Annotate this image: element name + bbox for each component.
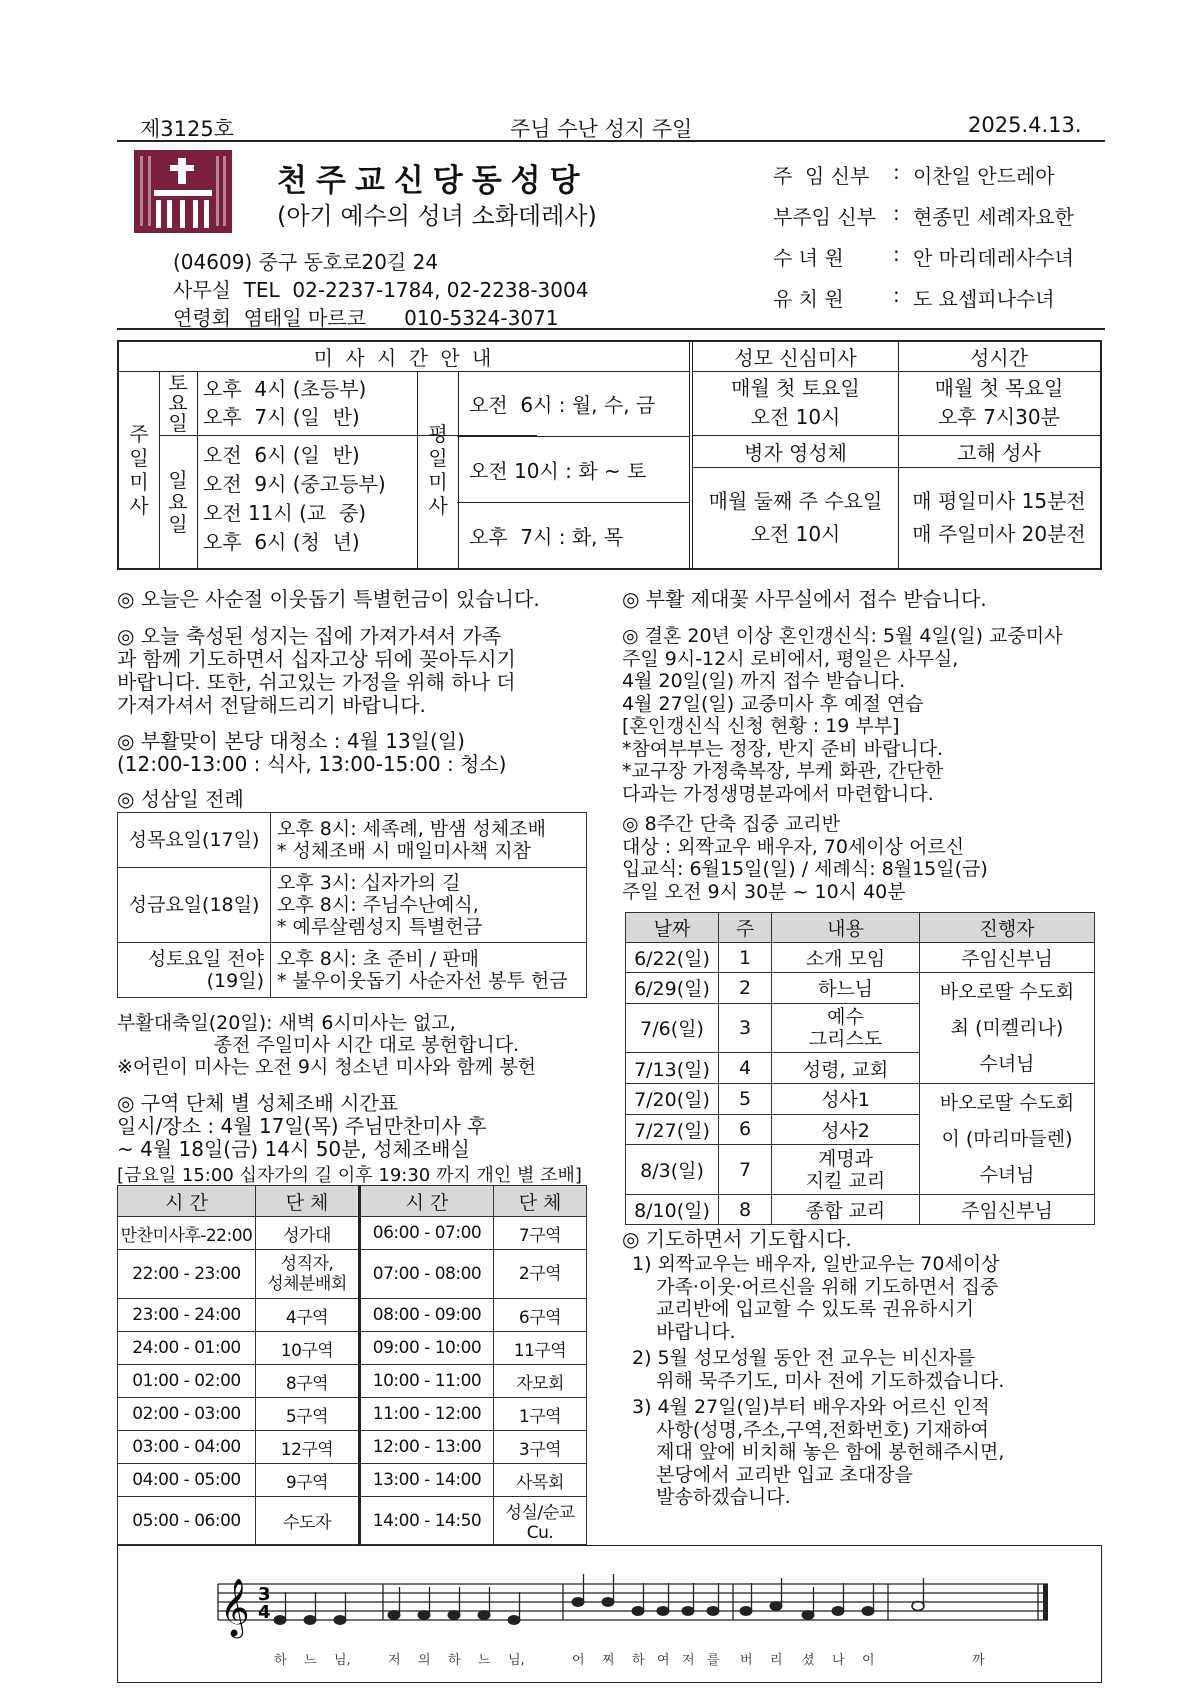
staff-name: 도 요셉피나수녀 [913,287,1055,311]
triduum-detail: 오후 8시: 초 준비 / 판매 * 불우이웃돕기 사순자선 봉투 헌금 [271,943,587,998]
header-bottom-rule [117,328,1105,330]
class-week: 5 [719,1084,772,1115]
table-row [118,1217,587,1250]
staff-name: 이찬일 안드레아 [913,164,1055,188]
class-date: 7/13(일) [626,1053,719,1084]
class-date: 7/6(일) [626,1003,719,1053]
lyric-syllable: 나 [832,1653,845,1668]
staff-sep: : [893,201,900,225]
slot-time: 04:00 - 05:00 [118,1464,256,1497]
notice-palms: ◎ 오늘 축성된 성지는 집에 가져가셔서 가족 과 함께 기도하면서 십자고상 뒤에 꽂아두시기 바랍니다. 또한, 쉬고있는 가정을 위해 하나 더 가져가셔서 전달해드리기 바랍니다. [117,624,516,717]
staff-row [773,283,1074,324]
lyric-syllable: 하 [632,1653,645,1668]
prayer-item: 1) 외짝교우는 배우자, 일반교우는 70세이상 가족·이웃·어르신을 위해 기도하면서 집중 교리반에 입교할 수 있도록 권유하시기 바랍니다. [632,1253,1000,1343]
note-head [572,1598,584,1607]
staff-list [773,160,1074,324]
saturday-label: 토 요 일 [159,371,198,436]
notes [274,1574,924,1625]
slot-time: 23:00 - 24:00 [118,1299,256,1332]
staff-row [773,201,1074,242]
column-header: 내용 [772,913,920,943]
slot-time: 03:00 - 04:00 [118,1431,256,1464]
class-content: 성령, 교회 [772,1053,920,1084]
lyric-syllable: 버 [740,1653,753,1668]
lyric-syllable: 의 [418,1653,431,1668]
lyric-syllable: 저 [682,1653,695,1668]
notice-adoration-note: [금요일 15:00 십자가의 길 이후 19:30 까지 개인 별 조배] [117,1165,582,1186]
staff-role: 수 녀 원 [773,246,844,270]
class-content: 성사2 [772,1114,920,1145]
church-logo-icon [134,150,232,233]
lyric-syllable: 이 [862,1653,875,1668]
lyrics [274,1652,985,1668]
column-header: 날짜 [626,913,719,943]
triduum-detail: 오후 3시: 십자가의 길 오후 8시: 주님수난예식, * 예루살렘성지 특별헌금 [271,868,587,943]
sunday-label: 일 요 일 [159,435,198,568]
issue-number: 제3125호 [140,117,235,141]
note-head [657,1607,669,1616]
table-row [118,1299,587,1332]
adoration-schedule-body [118,1217,587,1545]
column-header: 시 간 [360,1186,494,1217]
slot-time: 14:00 - 14:50 [360,1497,494,1545]
mass-time: 오후 4시 (초등부) [203,377,367,401]
class-week: 8 [719,1195,772,1225]
mass-time: 오전 6시 : 월, 수, 금 [457,371,689,437]
lyric-syllable: 하 [274,1653,287,1668]
lyric-syllable: 여 [657,1653,670,1668]
prayer-item: 2) 5월 성모성월 동안 전 교우는 비신자를 위해 묵주기도, 미사 전에 기도하겠습니다. [632,1347,1005,1392]
slot-group: 5구역 [256,1398,360,1431]
notice-catechism-class: ◎ 8주간 단축 집중 교리반 대상 : 외짝교우 배우자, 70세이상 어르신 입교식: 6월15일(일) / 세례식: 8월15일(금) 주일 오전 9시 30분 ~ 10시 40분 [622,813,988,903]
class-content: 예수 그리스도 [772,1003,920,1053]
note-head [802,1611,814,1620]
staff-sep: : [893,283,900,307]
lyric-syllable: 셨 [802,1653,815,1668]
lyric-syllable: 님, [334,1653,351,1668]
triduum-day: 성목요일(17일) [118,813,271,868]
mass-time: 오전 6시 (일 반) [203,443,360,467]
slot-time: 01:00 - 02:00 [118,1365,256,1398]
class-date: 8/10(일) [626,1195,719,1225]
note-head [274,1616,286,1625]
class-date: 8/3(일) [626,1145,719,1195]
notice-prayer-heading: ◎ 기도하면서 기도합시다. [622,1227,852,1251]
slot-time: 06:00 - 07:00 [360,1217,494,1250]
notice-triduum-heading: ◎ 성삼일 전례 [117,787,244,811]
slot-group: 2구역 [494,1250,587,1299]
slot-group: 7구역 [494,1217,587,1250]
music-score [117,1545,1102,1683]
mass-time: 오전 10시 : 화 ~ 토 [457,437,689,503]
funeral-society: 연령회 염태일 마르코 010-5324-3071 [173,306,559,330]
class-date: 7/27(일) [626,1114,719,1145]
parish-name: 천주교신당동성당 [277,163,589,199]
lyric-syllable: 느 [478,1653,491,1668]
sick-communion-time: 매월 둘째 주 수요일 오전 10시 [693,467,899,568]
slot-group: 1구역 [494,1398,587,1431]
slot-time: 10:00 - 11:00 [360,1365,494,1398]
weekday-mass-label: 평 일 미 사 [417,371,459,568]
note-head [602,1598,614,1607]
slot-group: 10구역 [256,1332,360,1365]
lyric-syllable: 찌 [602,1653,615,1668]
table-row [118,1464,587,1497]
triduum-detail: 오후 8시: 세족례, 밤샘 성체조배 * 성체조배 시 매일미사책 지참 [271,813,587,868]
class-content: 종합 교리 [772,1195,920,1225]
lyric-syllable: 느 [304,1653,317,1668]
marian-mass-time: 매월 첫 토요일 오전 10시 [693,371,899,436]
parish-patron: (아기 예수의 성녀 소화데레사) [277,202,597,230]
notice-cleaning: ◎ 부활맞이 본당 대청소 : 4월 13일(일) (12:00-13:00 : 식사, 13:00-15:00 : 청소) [117,729,507,776]
note-head [418,1611,430,1620]
mass-title: 미 사 시 간 안 내 [119,342,689,372]
note-head [632,1607,644,1616]
slot-group: 11구역 [494,1332,587,1365]
class-content: 소개 모임 [772,943,920,973]
mass-schedule-table [117,340,1102,570]
class-week: 3 [719,1003,772,1053]
note-head [682,1607,694,1616]
slot-group: 12구역 [256,1431,360,1464]
slot-time: 24:00 - 01:00 [118,1332,256,1365]
slot-time: 12:00 - 13:00 [360,1431,494,1464]
mass-time: 오후 6시 (청 년) [203,530,360,554]
notice-marriage-renewal: ◎ 결혼 20년 이상 혼인갱신식: 5월 4일(일) 교중미사 주일 9시-12시 로비에서, 평일은 사무실, 4월 20일(일) 까지 접수 받습니다. 4월 27일(일) 교중미사 후 예절 연습 [혼인갱신식 신청 현황 : 19 부부] *참여부부는 정장, 반지 준비 바랍니다. *교구장 가정축복장, 부케 화관, 간단한 다과는 가정생명분과에서 마련합니다. [622,625,1063,805]
note-head [912,1602,924,1611]
slot-time: 22:00 - 23:00 [118,1250,256,1299]
slot-time: 02:00 - 03:00 [118,1398,256,1431]
table-row [626,943,1095,973]
table-row [118,813,587,868]
staff-role: 유 치 원 [773,287,844,311]
staff-row [773,242,1074,283]
sunday-mass-label: 주 일 미 사 [119,371,160,568]
prayer-list [632,1253,1004,1509]
table-row [118,868,587,943]
note-head [388,1611,400,1620]
class-date: 6/29(일) [626,973,719,1004]
class-date: 7/20(일) [626,1084,719,1115]
slot-group: 성실/순교Cu. [494,1497,587,1545]
slot-group: 수도자 [256,1497,360,1545]
slot-time: 11:00 - 12:00 [360,1398,494,1431]
mass-time: 오전 9시 (중고등부) [203,472,386,496]
class-leader: 주임신부님 [920,1195,1095,1225]
mass-time: 오전 11시 (교 중) [203,501,367,525]
class-week: 7 [719,1145,772,1195]
table-row [118,1332,587,1365]
staff-row [773,160,1074,201]
class-leader: 바오로딸 수도회 이 (마리마들렌) 수녀님 [920,1084,1095,1195]
class-content: 성사1 [772,1084,920,1115]
table-row [118,1365,587,1398]
notice-easter: 부활대축일(20일): 새벽 6시미사는 없고, 종전 주일미사 시간 대로 봉헌합니다. ※어린이 미사는 오전 9시 청소년 미사와 함께 봉헌 [117,1012,537,1078]
marian-mass-heading: 성모 신심미사 [693,342,899,372]
class-date: 6/22(일) [626,943,719,973]
note-head [304,1616,316,1625]
note-head [707,1607,719,1616]
staff-role: 부주임 신부 [773,205,876,229]
table-row [118,1497,587,1545]
class-leader: 주임신부님 [920,943,1095,973]
issue-date: 2025.4.13. [968,113,1082,137]
church-logo [134,150,232,233]
table-row [118,1398,587,1431]
class-content: 하느님 [772,973,920,1004]
catechism-table [625,912,1095,1225]
parish-address: (04609) 중구 동호로20길 24 [173,250,439,274]
column-header: 단 체 [494,1186,587,1217]
time-signature-top: 3 [258,1584,271,1605]
music-staff [118,1546,1100,1681]
slot-time: 만찬미사후-22:00 [118,1217,256,1250]
staff-sep: : [893,160,900,184]
triduum-table [117,812,587,998]
class-week: 2 [719,973,772,1004]
notice-lenten-collection: ◎ 오늘은 사순절 이웃돕기 특별헌금이 있습니다. [117,587,540,611]
confession-time: 매 평일미사 15분전 매 주일미사 20분전 [912,488,1086,546]
table-row [118,1250,587,1299]
slot-time: 08:00 - 09:00 [360,1299,494,1332]
class-week: 1 [719,943,772,973]
note-head [334,1616,346,1625]
slot-group: 3구역 [494,1431,587,1464]
note-head [508,1616,520,1625]
note-head [478,1611,490,1620]
class-content: 계명과 지킬 교리 [772,1145,920,1195]
slot-time: 13:00 - 14:00 [360,1464,494,1497]
lyric-syllable: 하 [448,1653,461,1668]
notice-adoration-schedule: ◎ 구역 단체 별 성체조배 시간표 일시/장소 : 4월 17일(목) 주님만찬미사 후 ~ 4월 18일(금) 14시 50분, 성체조배실 [117,1091,487,1161]
note-head [832,1607,844,1616]
special-mass-block [693,342,1100,568]
slot-group: 4구역 [256,1299,360,1332]
slot-group: 8구역 [256,1365,360,1398]
slot-group: 9구역 [256,1464,360,1497]
table-row [118,1431,587,1464]
table-row [626,973,1095,1004]
note-head [770,1602,782,1611]
note-head [862,1607,874,1616]
holy-hour-heading: 성시간 [898,342,1100,372]
slot-group: 6구역 [494,1299,587,1332]
triduum-day: 성금요일(18일) [118,868,271,943]
slot-group: 자모회 [494,1365,587,1398]
slot-time: 05:00 - 06:00 [118,1497,256,1545]
table-row [626,1084,1095,1115]
column-header: 진행자 [920,913,1095,943]
lyric-syllable: 저 [388,1653,401,1668]
confession-heading: 고해 성사 [898,435,1100,468]
class-week: 4 [719,1053,772,1084]
weekday-times [457,371,689,568]
lyric-syllable: 리 [770,1653,783,1668]
slot-group: 사목회 [494,1464,587,1497]
adoration-schedule-table [117,1185,587,1545]
table-row [626,1195,1095,1225]
mass-time: 오후 7시 (일 반) [203,405,360,429]
office-phone: 사무실 TEL 02-2237-1784, 02-2238-3004 [173,278,589,302]
column-header: 시 간 [118,1186,256,1217]
holy-hour-time: 매월 첫 목요일 오후 7시30분 [898,371,1100,436]
slot-time: 07:00 - 08:00 [360,1250,494,1299]
table-row [118,943,587,998]
sunday-times [203,441,423,557]
treble-clef-icon: 𝄞 [220,1578,250,1636]
staff-name: 안 마리데레사수녀 [913,246,1074,270]
time-signature-bottom: 4 [258,1602,271,1623]
note-head [740,1607,752,1616]
lyric-syllable: 를 [707,1653,720,1668]
column-header: 주 [719,913,772,943]
class-week: 6 [719,1114,772,1145]
table-header-row [626,913,1095,943]
table-header-row [118,1186,587,1217]
saturday-times [203,375,403,431]
lyric-syllable: 까 [972,1653,985,1668]
lyric-syllable: 님, [508,1653,525,1668]
liturgical-day: 주님 수난 성지 주일 [510,117,693,141]
mass-time: 오후 7시 : 화, 목 [469,525,624,549]
notice-easter-flowers: ◎ 부활 제대꽃 사무실에서 접수 받습니다. [622,587,987,611]
slot-group: 성가대 [256,1217,360,1250]
header-rule [117,140,1105,142]
staff-name: 현종민 세례자요한 [913,205,1074,229]
class-leader: 바오로딸 수도회 최 (미켈리나) 수녀님 [920,973,1095,1084]
prayer-item: 3) 4월 27일(일)부터 배우자와 어르신 인적 사항(성명,주소,구역,전화번호) 기재하여 제대 앞에 비치해 놓은 함에 봉헌해주시면, 본당에서 교리반 입교 초대장을 발송하겠습니다. [632,1396,1005,1508]
staff-sep: : [893,242,900,266]
note-head [448,1611,460,1620]
slot-group: 성직자, 성체분배회 [256,1250,360,1299]
sick-communion-heading: 병자 영성체 [693,435,899,468]
column-header: 단 체 [256,1186,360,1217]
slot-time: 09:00 - 10:00 [360,1332,494,1365]
lyric-syllable: 어 [572,1653,585,1668]
triduum-day: 성토요일 전야 (19일) [118,943,271,998]
staff-role: 주 임 신부 [773,164,870,188]
